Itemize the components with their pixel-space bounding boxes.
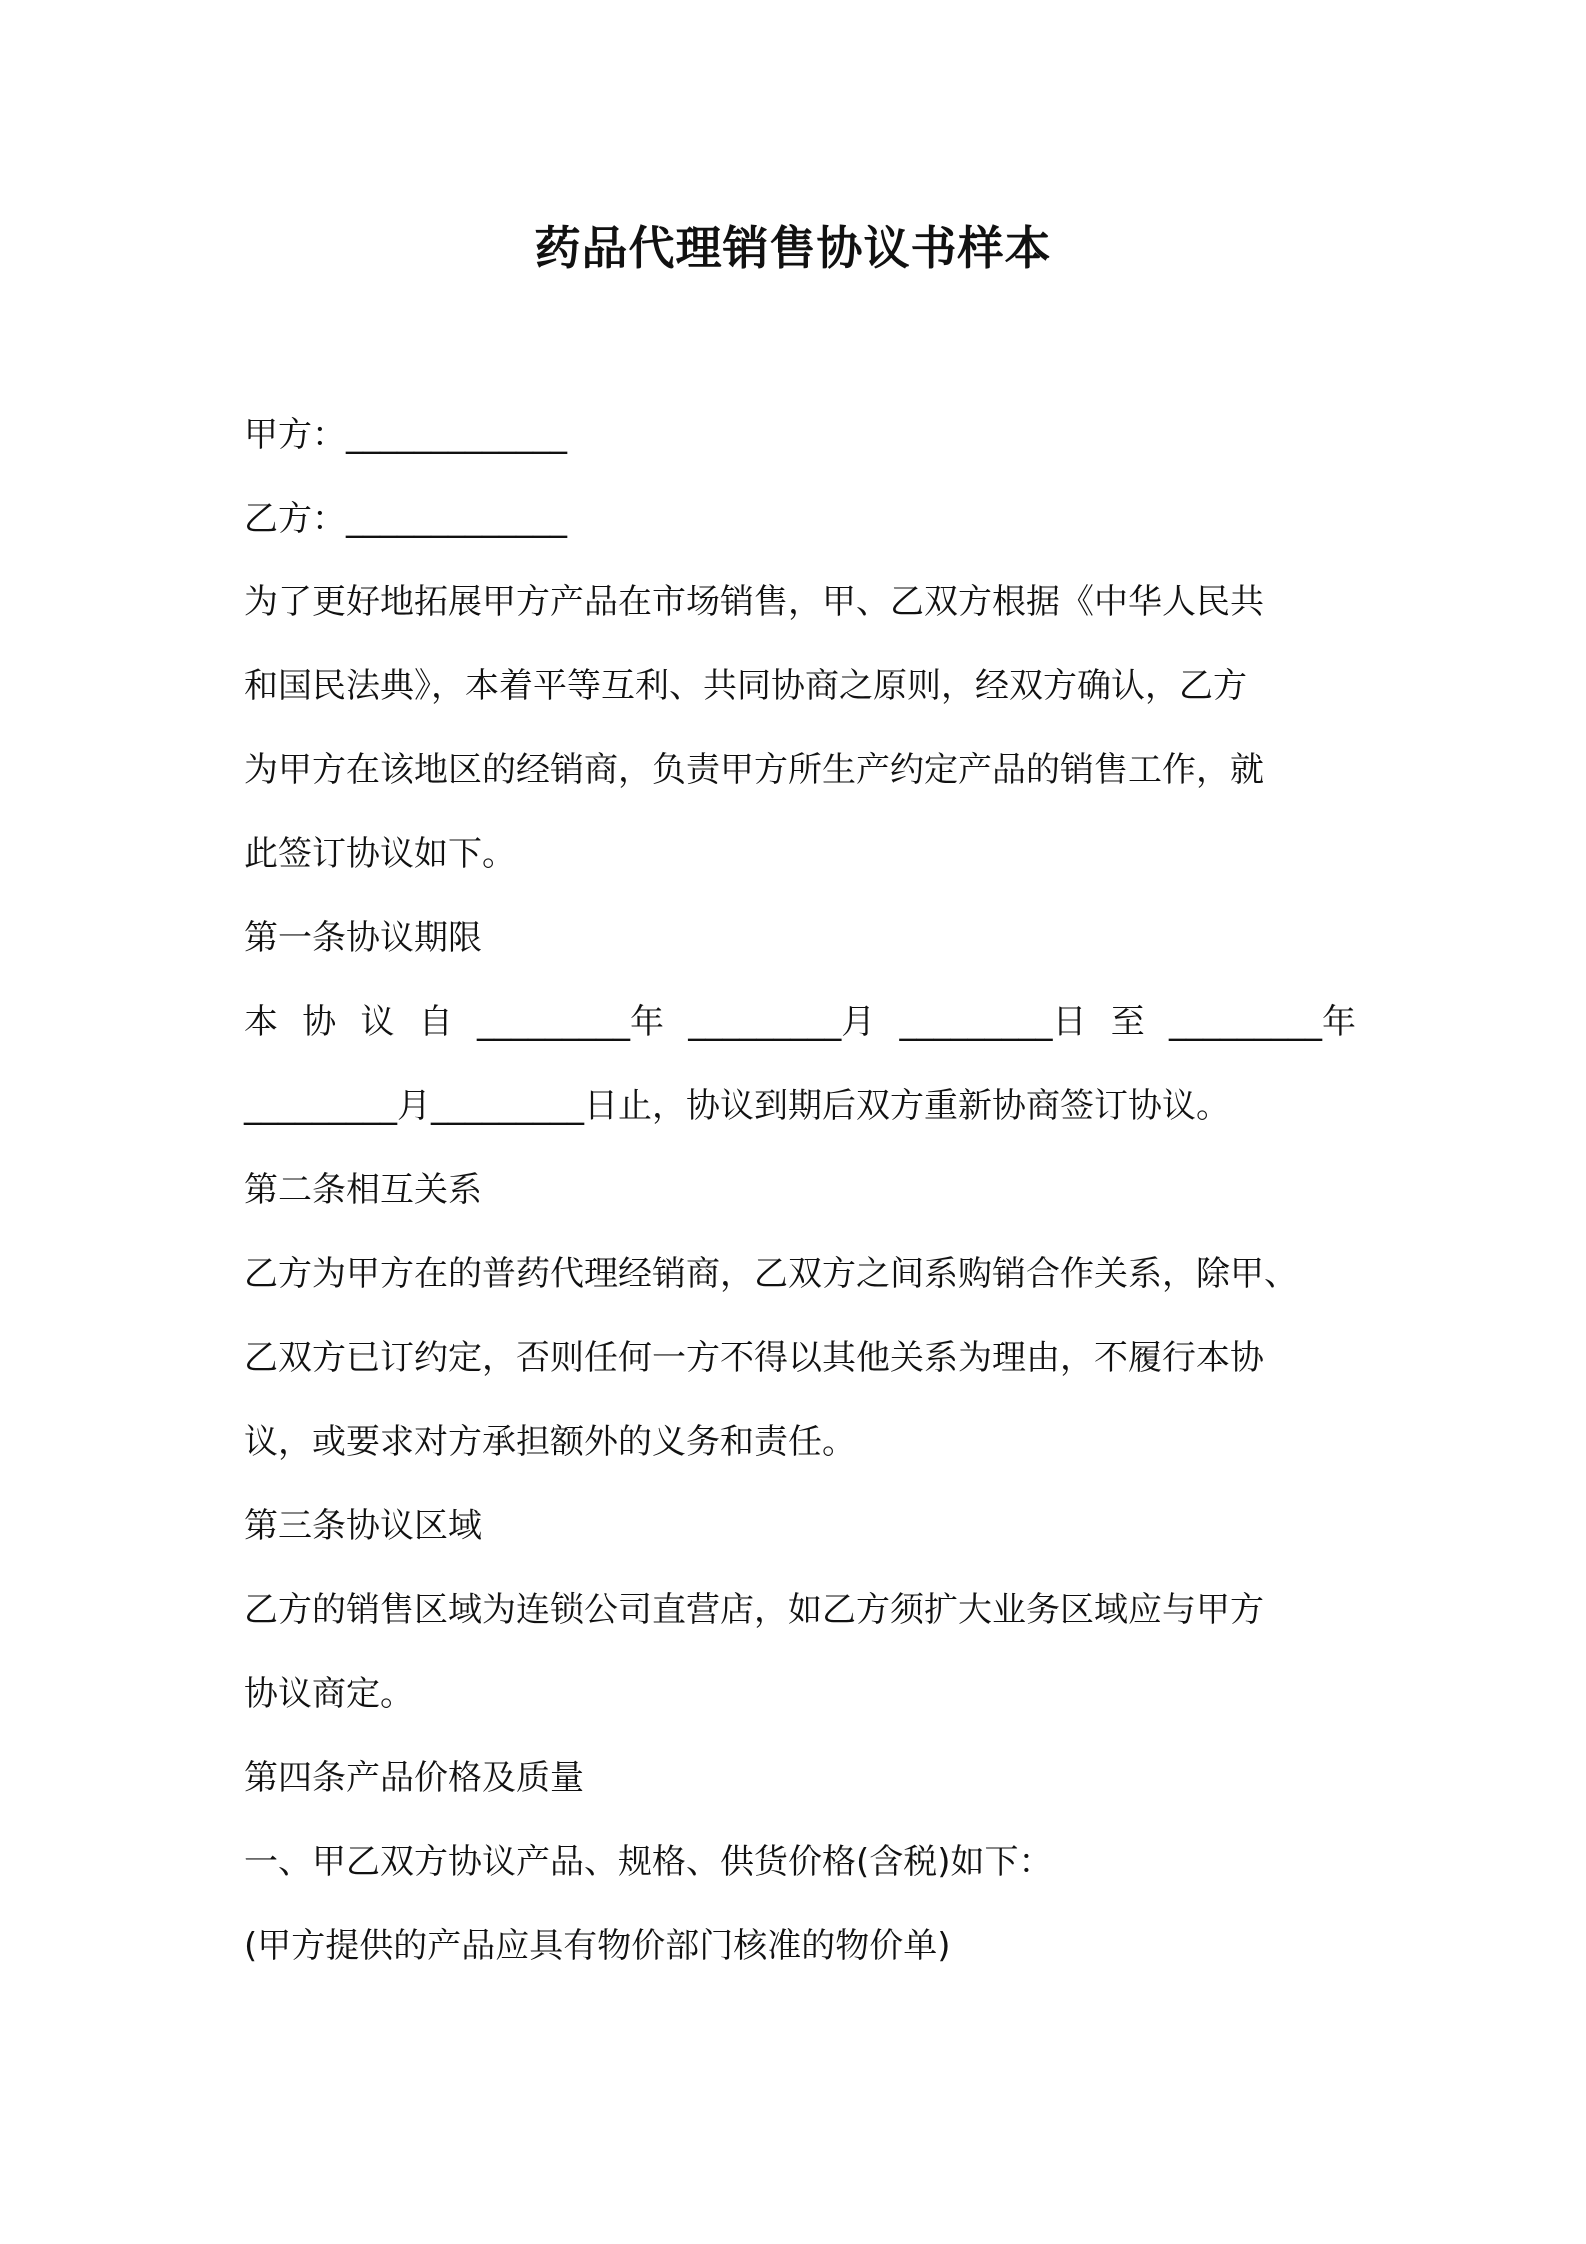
article-text-line: (甲方提供的产品应具有物价部门核准的物价单): [244, 1926, 951, 1966]
term-date-line-2: _________月_________日止，协议到期后双方重新协商签订协议。: [244, 1086, 1230, 1126]
article-text-line: 乙双方已订约定，否则任何一方不得以其他关系为理由，不履行本协: [244, 1338, 1264, 1378]
article-heading: 第三条协议区域: [244, 1506, 482, 1546]
term-date-line: [244, 999, 1356, 1045]
term-word: 自: [418, 1002, 453, 1042]
date-blank-month: _________月: [688, 1002, 876, 1042]
article-text-line: 协议商定。: [244, 1674, 414, 1714]
article-text-line: 乙方为甲方在的普药代理经销商，乙双方之间系购销合作关系，除甲、: [244, 1254, 1298, 1294]
article-text-line: 一、甲乙双方协议产品、规格、供货价格(含税)如下：: [244, 1842, 1053, 1882]
preamble-line: 此签订协议如下。: [244, 834, 516, 874]
date-blank-year: _________年: [1169, 1002, 1356, 1042]
article-heading: 第二条相互关系: [244, 1170, 482, 1210]
document-title: 药品代理销售协议书样本: [534, 221, 1052, 275]
article-text-line: 乙方的销售区域为连锁公司直营店，如乙方须扩大业务区域应与甲方: [244, 1590, 1264, 1630]
date-blank-day: _________日: [899, 1002, 1087, 1042]
article-heading: 第四条产品价格及质量: [244, 1758, 584, 1798]
article-text-line: 议，或要求对方承担额外的义务和责任。: [244, 1422, 856, 1462]
party-a-line: 甲方：_____________: [244, 415, 567, 455]
preamble-line: 为甲方在该地区的经销商，负责甲方所生产约定产品的销售工作，就: [244, 750, 1264, 790]
article-heading: 第一条协议期限: [244, 918, 482, 958]
preamble-line: 和国民法典》，本着平等互利、共同协商之原则，经双方确认，乙方: [244, 666, 1247, 706]
term-word: 议: [360, 1002, 395, 1042]
party-b-line: 乙方：_____________: [244, 499, 567, 539]
date-blank-year: _________年: [477, 1002, 664, 1042]
term-word: 至: [1110, 1002, 1145, 1042]
term-word: 协: [302, 1002, 337, 1042]
preamble-line: 为了更好地拓展甲方产品在市场销售，甲、乙双方根据《中华人民共: [244, 582, 1264, 622]
term-word: 本: [244, 1002, 278, 1042]
